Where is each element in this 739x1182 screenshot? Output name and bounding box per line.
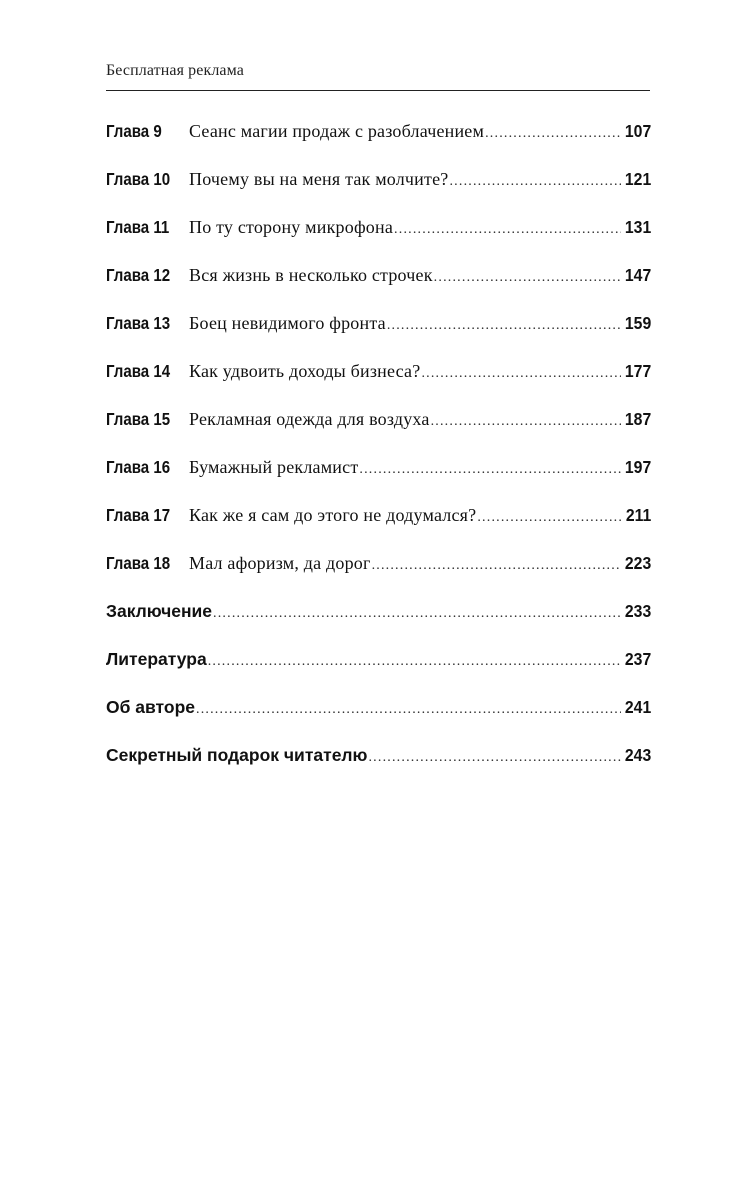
section-title: Об авторе bbox=[106, 697, 195, 717]
toc-entry-chapter-11 bbox=[106, 214, 651, 262]
dot-leader bbox=[372, 553, 621, 579]
page-number: 197 bbox=[624, 457, 651, 477]
chapter-title: Почему вы на меня так молчите? bbox=[189, 169, 449, 189]
dot-leader bbox=[449, 169, 620, 195]
chapter-title: Бумажный рекламист bbox=[189, 457, 359, 477]
chapter-title: Мал афоризм, да дорог bbox=[189, 553, 371, 573]
dot-leader bbox=[421, 361, 620, 387]
section-title: Литература bbox=[106, 649, 207, 669]
chapter-label: Глава 15 bbox=[106, 409, 171, 429]
dot-leader bbox=[387, 313, 621, 339]
toc-entry-chapter-18 bbox=[106, 550, 651, 598]
dot-leader bbox=[431, 409, 621, 435]
chapter-label: Глава 13 bbox=[106, 313, 171, 333]
toc-entry-chapter-17 bbox=[106, 502, 651, 550]
dot-leader bbox=[485, 121, 621, 147]
page-number: 241 bbox=[624, 697, 651, 717]
dot-leader bbox=[196, 697, 621, 723]
page-number: 243 bbox=[624, 745, 651, 765]
page-number: 177 bbox=[624, 361, 651, 381]
chapter-label: Глава 12 bbox=[106, 265, 171, 285]
chapter-title: Как удвоить доходы бизнеса? bbox=[189, 361, 421, 381]
page-number: 233 bbox=[624, 601, 651, 621]
chapter-label: Глава 11 bbox=[106, 217, 170, 237]
running-head: Бесплатная реклама bbox=[106, 62, 244, 79]
dot-leader bbox=[477, 505, 621, 531]
chapter-label: Глава 16 bbox=[106, 457, 171, 477]
toc-entry-chapter-16 bbox=[106, 454, 651, 502]
toc-entry-conclusion bbox=[106, 598, 651, 646]
toc-entry-chapter-12 bbox=[106, 262, 651, 310]
toc-entry-secret-gift bbox=[106, 742, 651, 790]
chapter-title: Рекламная одежда для воздуха bbox=[189, 409, 430, 429]
dot-leader bbox=[394, 217, 621, 243]
chapter-label: Глава 18 bbox=[106, 553, 171, 573]
section-title: Секретный подарок читателю bbox=[106, 745, 368, 765]
chapter-title: Как же я сам до этого не додумался? bbox=[189, 505, 477, 525]
page-number: 159 bbox=[624, 313, 651, 333]
page-number: 187 bbox=[624, 409, 651, 429]
toc-entry-chapter-9 bbox=[106, 118, 651, 166]
page-number: 147 bbox=[624, 265, 651, 285]
chapter-title: Боец невидимого фронта bbox=[189, 313, 386, 333]
page-number: 237 bbox=[624, 649, 651, 669]
chapter-title: По ту сторону микрофона bbox=[189, 217, 394, 237]
toc-entry-chapter-15 bbox=[106, 406, 651, 454]
dot-leader bbox=[208, 649, 621, 675]
toc-entry-chapter-10 bbox=[106, 166, 651, 214]
dot-leader bbox=[434, 265, 621, 291]
chapter-label: Глава 14 bbox=[106, 361, 171, 381]
page-number: 223 bbox=[624, 553, 651, 573]
page-number: 121 bbox=[624, 169, 651, 189]
header-rule bbox=[106, 90, 650, 91]
chapter-title: Вся жизнь в несколько строчек bbox=[189, 265, 433, 285]
dot-leader bbox=[359, 457, 620, 483]
page-number: 107 bbox=[624, 121, 651, 141]
toc-entry-literature bbox=[106, 646, 651, 694]
dot-leader bbox=[368, 745, 620, 771]
toc-entry-chapter-13 bbox=[106, 310, 651, 358]
page-number: 131 bbox=[624, 217, 651, 237]
chapter-title: Сеанс магии продаж с разоблачением bbox=[189, 121, 485, 141]
page-number: 211 bbox=[625, 505, 651, 525]
chapter-label: Глава 17 bbox=[106, 505, 171, 525]
chapter-label: Глава 10 bbox=[106, 169, 171, 189]
chapter-label: Глава 9 bbox=[106, 121, 162, 141]
dot-leader bbox=[213, 601, 621, 627]
toc-entry-chapter-14 bbox=[106, 358, 651, 406]
table-of-contents bbox=[106, 118, 651, 790]
section-title: Заключение bbox=[106, 601, 213, 621]
toc-entry-about-author bbox=[106, 694, 651, 742]
